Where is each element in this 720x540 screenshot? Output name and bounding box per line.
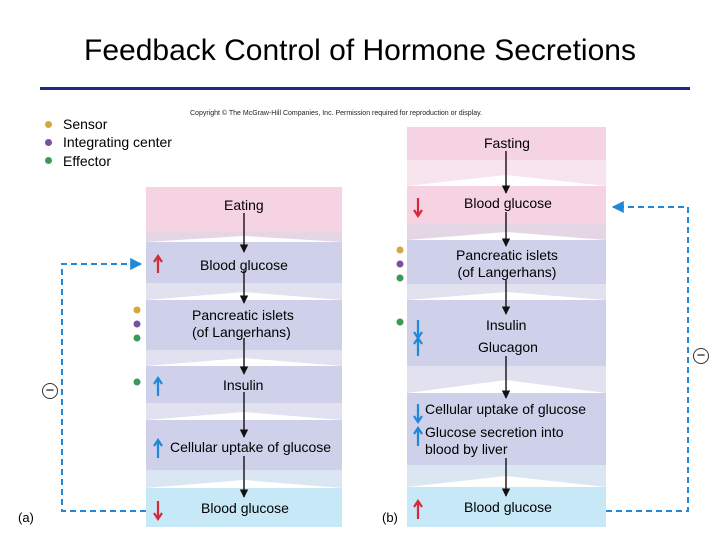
blood-glucose-a2-label: Blood glucose [201,500,289,516]
panel-b-label: (b) [382,510,398,525]
eating-label: Eating [224,197,264,213]
negative-feedback-b-icon: − [693,348,709,364]
islets-b-label: Pancreatic islets (of Langerhans) [456,247,558,280]
legend-sensor: Sensor [63,116,108,132]
uptake-b-label: Cellular uptake of glucose [425,401,587,417]
fasting-label: Fasting [484,135,530,151]
insulin-a-label: Insulin [223,377,264,393]
page-title: Feedback Control of Hormone Secretions [84,34,636,67]
copyright-notice: Copyright © The McGraw-Hill Companies, Inc. Permission required for reproduction or display. [190,110,483,117]
panel-a-label: (a) [18,510,34,525]
blood-glucose-b1-label: Blood glucose [464,195,552,211]
secretion-b-label: Glucose secretion into blood by liver [425,424,564,457]
blood-glucose-a1-label: Blood glucose [200,257,288,273]
insulin-b-label: Insulin [486,317,527,333]
legend-effector: Effector [63,153,111,169]
legend-integrating-center: Integrating center [63,134,172,150]
islets-a-label: Pancreatic islets (of Langerhans) [192,307,294,340]
uptake-a-label: Cellular uptake of glucose [170,439,332,455]
negative-feedback-a-icon: − [42,383,58,399]
glucagon-b-label: Glucagon [478,339,538,355]
blood-glucose-b2-label: Blood glucose [464,499,552,515]
